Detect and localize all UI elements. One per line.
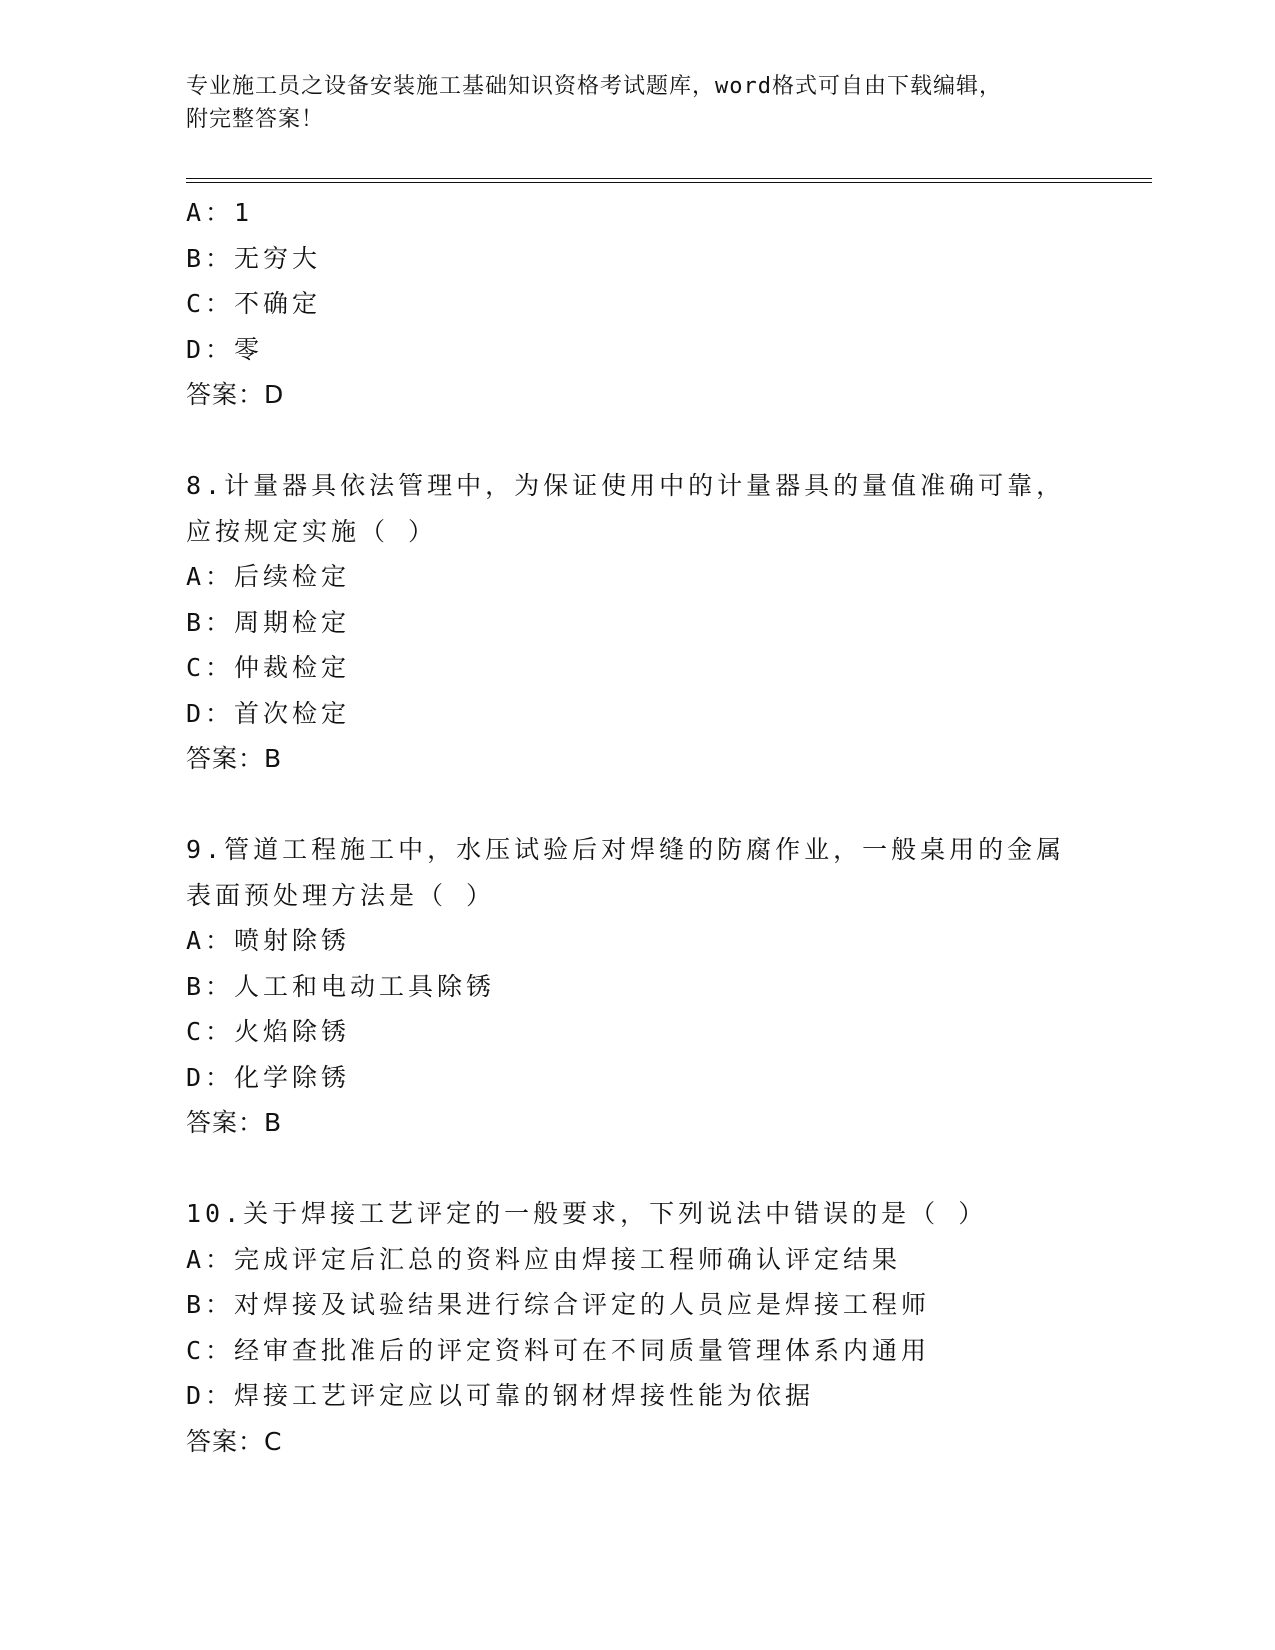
- header-divider: [186, 178, 1152, 183]
- question-list: [186, 190, 1146, 1464]
- question-7: [186, 190, 1146, 418]
- option-c: C：经审查批准后的评定资料可在不同质量管理体系内通用: [186, 1335, 931, 1365]
- option-d: D：零: [186, 334, 264, 364]
- option-a: A：后续检定: [186, 562, 351, 591]
- question-text-line-2: 应按规定实施（ ）: [186, 516, 438, 546]
- option-b: B：对焊接及试验结果进行综合评定的人员应是焊接工程师: [186, 1290, 931, 1319]
- header-line-1: 专业施工员之设备安装施工基础知识资格考试题库，word格式可自由下载编辑，: [186, 74, 1002, 99]
- option-a: A：喷射除锈: [186, 926, 351, 955]
- answer: 答案：B: [186, 1108, 283, 1137]
- question-text-line-1: 9.管道工程施工中，水压试验后对焊缝的防腐作业，一般桌用的金属: [186, 835, 1066, 864]
- header-line-2: 附完整答案！: [186, 107, 325, 132]
- option-d: D：首次检定: [186, 698, 351, 728]
- question-9: [186, 827, 1146, 1146]
- option-a: A：1: [186, 198, 254, 227]
- option-d: D：焊接工艺评定应以可靠的钢材焊接性能为依据: [186, 1381, 815, 1410]
- option-b: B：周期检定: [186, 607, 351, 637]
- answer: 答案：C: [186, 1426, 283, 1456]
- option-a: A：完成评定后汇总的资料应由焊接工程师确认评定结果: [186, 1244, 902, 1274]
- question-text-line-1: 8.计量器具依法管理中，为保证使用中的计量器具的量值准确可靠，: [186, 471, 1066, 500]
- option-c: C：火焰除锈: [186, 1017, 351, 1046]
- question-10: [186, 1191, 1146, 1464]
- answer: 答案：B: [186, 744, 283, 773]
- answer: 答案：D: [186, 380, 285, 409]
- question-8: [186, 463, 1146, 782]
- option-c: C：不确定: [186, 289, 322, 318]
- document-header: [186, 70, 1086, 136]
- option-b: B：无穷大: [186, 243, 322, 273]
- option-d: D：化学除锈: [186, 1062, 351, 1092]
- option-b: B：人工和电动工具除锈: [186, 971, 496, 1001]
- option-c: C：仲裁检定: [186, 653, 351, 682]
- question-text-line-2: 表面预处理方法是（ ）: [186, 880, 496, 910]
- question-text-line-1: 10.关于焊接工艺评定的一般要求，下列说法中错误的是（ ）: [186, 1199, 988, 1228]
